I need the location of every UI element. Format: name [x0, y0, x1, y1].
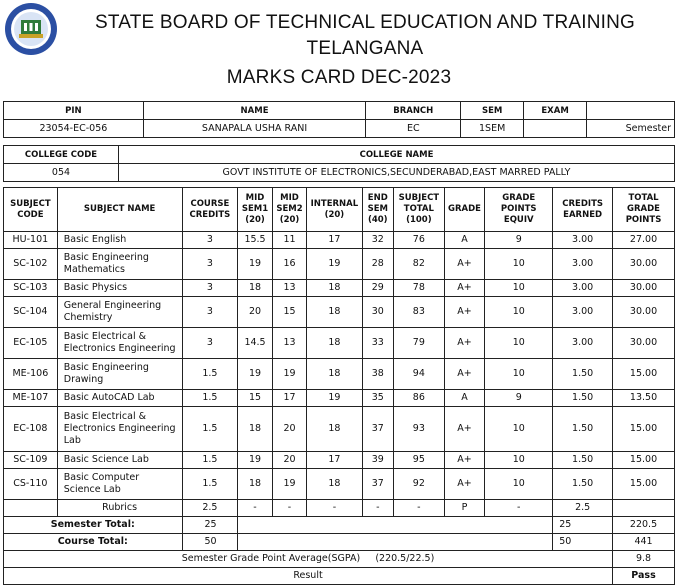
marks-cell: 10 — [485, 297, 553, 328]
subject-name: Basic Electrical & Electronics Engineering — [57, 328, 182, 359]
college-name-value: GOVT INSTITUTE OF ELECTRONICS,SECUNDERABAD,EAST MARRED PALLY — [119, 164, 675, 182]
semester-total-credits: 25 — [182, 517, 238, 534]
course-total-label: Course Total: — [4, 534, 183, 551]
marks-header-row — [4, 188, 675, 232]
marks-cell: 1.5 — [182, 407, 238, 452]
sgpa-value: 9.8 — [613, 551, 675, 568]
rubrics-grade-points — [613, 500, 675, 517]
marks-cell: 3.00 — [553, 328, 613, 359]
subject-row — [4, 297, 675, 328]
rubrics-total: - — [394, 500, 445, 517]
marks-cell: 15 — [272, 297, 306, 328]
sgpa-row — [4, 551, 675, 568]
marks-cell: 3 — [182, 232, 238, 249]
marks-cell: 15 — [238, 390, 272, 407]
marks-cell: 92 — [394, 469, 445, 500]
course-total-earned: 50 — [553, 534, 613, 551]
college-code-header: COLLEGE CODE — [4, 146, 119, 164]
semester-total-label: Semester Total: — [4, 517, 183, 534]
sem-value: 1SEM — [461, 120, 524, 138]
marks-cell: 18 — [307, 359, 362, 390]
subject-row — [4, 359, 675, 390]
subject-name: Basic AutoCAD Lab — [57, 390, 182, 407]
marks-cell: 33 — [362, 328, 393, 359]
marks-cell: 38 — [362, 359, 393, 390]
marks-cell: 10 — [485, 328, 553, 359]
sgpa-formula: (220.5/22.5) — [375, 553, 435, 564]
marks-cell: A+ — [444, 280, 485, 297]
marks-cell: 30.00 — [613, 280, 675, 297]
marks-cell: 13.50 — [613, 390, 675, 407]
marks-cell: 10 — [485, 249, 553, 280]
marks-cell: 19 — [307, 249, 362, 280]
semester-total-points: 220.5 — [613, 517, 675, 534]
marks-body — [4, 232, 675, 500]
rubrics-row — [4, 500, 675, 517]
marks-cell: 15.00 — [613, 359, 675, 390]
marks-cell: 28 — [362, 249, 393, 280]
marks-cell: 19 — [307, 390, 362, 407]
subject-row — [4, 452, 675, 469]
rubrics-mid2: - — [272, 500, 306, 517]
marks-cell: 30.00 — [613, 297, 675, 328]
marks-cell: 3.00 — [553, 249, 613, 280]
marks-cell: 20 — [272, 452, 306, 469]
marks-cell: 19 — [272, 469, 306, 500]
name-header: NAME — [143, 102, 366, 120]
marks-column-header: SUBJECT NAME — [57, 188, 182, 232]
subject-name: General Engineering Chemistry — [57, 297, 182, 328]
marks-cell: 39 — [362, 452, 393, 469]
marks-column-header: GRADE POINTS EQUIV — [485, 188, 553, 232]
marks-cell: 20 — [238, 297, 272, 328]
rubrics-earned: 2.5 — [553, 500, 613, 517]
marks-column-header: END SEM (40) — [362, 188, 393, 232]
marks-cell: 37 — [362, 469, 393, 500]
course-total-blank — [238, 534, 553, 551]
marks-cell: 18 — [307, 469, 362, 500]
exam-value — [524, 120, 587, 138]
subject-row — [4, 280, 675, 297]
marks-cell: 1.5 — [182, 390, 238, 407]
marks-cell: 83 — [394, 297, 445, 328]
marks-cell: A+ — [444, 469, 485, 500]
marks-cell: 1.5 — [182, 469, 238, 500]
pin-value: 23054-EC-056 — [4, 120, 144, 138]
subject-name: Basic Electrical & Electronics Engineering Lab — [57, 407, 182, 452]
sem-header: SEM — [461, 102, 524, 120]
college-code-value: 054 — [4, 164, 119, 182]
marks-column-header: MID SEM2 (20) — [272, 188, 306, 232]
subject-code: EC-108 — [4, 407, 58, 452]
marks-column-header: MID SEM1 (20) — [238, 188, 272, 232]
result-label: Result — [4, 568, 613, 585]
marks-card-title: MARKS CARD DEC-2023 — [226, 67, 452, 88]
marks-cell: 78 — [394, 280, 445, 297]
marks-cell: 11 — [272, 232, 306, 249]
subject-name: Basic Science Lab — [57, 452, 182, 469]
branch-header: BRANCH — [366, 102, 461, 120]
marks-cell: 94 — [394, 359, 445, 390]
marks-cell: 30.00 — [613, 249, 675, 280]
subject-code: SC-109 — [4, 452, 58, 469]
marks-cell: A — [444, 232, 485, 249]
subject-code: EC-105 — [4, 328, 58, 359]
course-total-points: 441 — [613, 534, 675, 551]
marks-cell: 37 — [362, 407, 393, 452]
marks-cell: A+ — [444, 452, 485, 469]
marks-cell: A+ — [444, 328, 485, 359]
marks-cell: 18 — [307, 328, 362, 359]
exam-type-value: Semester — [587, 120, 675, 138]
marks-cell: 1.5 — [182, 452, 238, 469]
marks-cell: 35 — [362, 390, 393, 407]
subject-code: SC-104 — [4, 297, 58, 328]
course-total-row — [4, 534, 675, 551]
marks-cell: 1.50 — [553, 407, 613, 452]
rubrics-mid1: - — [238, 500, 272, 517]
rubrics-grade: P — [444, 500, 485, 517]
subject-code: SC-102 — [4, 249, 58, 280]
marks-cell: 3 — [182, 328, 238, 359]
subject-code: ME-107 — [4, 390, 58, 407]
sgpa-label-cell — [4, 551, 613, 568]
rubrics-label: Rubrics — [57, 500, 182, 517]
marks-cell: 16 — [272, 249, 306, 280]
college-name-header: COLLEGE NAME — [119, 146, 675, 164]
marks-cell: 20 — [272, 407, 306, 452]
rubrics-end: - — [362, 500, 393, 517]
marks-cell: 18 — [307, 280, 362, 297]
marks-cell: 10 — [485, 359, 553, 390]
subject-row — [4, 469, 675, 500]
marks-cell: 95 — [394, 452, 445, 469]
marks-cell: 3 — [182, 297, 238, 328]
marks-cell: 86 — [394, 390, 445, 407]
marks-column-header: INTERNAL (20) — [307, 188, 362, 232]
marks-cell: 10 — [485, 452, 553, 469]
marks-cell: 18 — [238, 407, 272, 452]
marks-cell: 3 — [182, 280, 238, 297]
exam-header: EXAM — [524, 102, 587, 120]
semester-total-row — [4, 517, 675, 534]
marks-column-header: COURSE CREDITS — [182, 188, 238, 232]
marks-cell: A+ — [444, 249, 485, 280]
student-info-table — [3, 101, 675, 138]
marks-cell: 30.00 — [613, 328, 675, 359]
subject-row — [4, 249, 675, 280]
state-title: TELANGANA — [306, 38, 424, 59]
marks-cell: 76 — [394, 232, 445, 249]
subject-name: Basic Engineering Drawing — [57, 359, 182, 390]
marks-cell: 1.50 — [553, 469, 613, 500]
subject-row — [4, 328, 675, 359]
subject-code: ME-106 — [4, 359, 58, 390]
marks-cell: A+ — [444, 407, 485, 452]
marks-cell: 18 — [307, 407, 362, 452]
marks-cell: 15.00 — [613, 469, 675, 500]
board-title: STATE BOARD OF TECHNICAL EDUCATION AND TRAINING — [94, 12, 636, 33]
marks-cell: 82 — [394, 249, 445, 280]
subject-name: Basic Engineering Mathematics — [57, 249, 182, 280]
sgpa-label: Semester Grade Point Average(SGPA) — [181, 553, 361, 564]
marks-cell: 27.00 — [613, 232, 675, 249]
rubrics-credits: 2.5 — [182, 500, 238, 517]
semester-total-blank — [238, 517, 553, 534]
marks-column-header: CREDITS EARNED — [553, 188, 613, 232]
branch-value: EC — [366, 120, 461, 138]
result-row — [4, 568, 675, 585]
rubrics-blank — [4, 500, 58, 517]
marks-cell: 18 — [238, 469, 272, 500]
subject-code: SC-103 — [4, 280, 58, 297]
marks-cell: 3.00 — [553, 232, 613, 249]
marks-cell: 15.00 — [613, 452, 675, 469]
marks-cell: 1.50 — [553, 452, 613, 469]
marks-cell: 9 — [485, 232, 553, 249]
subject-name: Basic Computer Science Lab — [57, 469, 182, 500]
marks-cell: 14.5 — [238, 328, 272, 359]
pin-header: PIN — [4, 102, 144, 120]
marks-cell: 17 — [272, 390, 306, 407]
subject-row — [4, 407, 675, 452]
marks-cell: A+ — [444, 297, 485, 328]
blank-header — [587, 102, 675, 120]
name-value: SANAPALA USHA RANI — [143, 120, 366, 138]
marks-cell: 1.50 — [553, 359, 613, 390]
marks-cell: 19 — [238, 249, 272, 280]
college-info-table — [3, 145, 675, 182]
marks-cell: 13 — [272, 328, 306, 359]
subject-row — [4, 232, 675, 249]
marks-cell: 19 — [238, 359, 272, 390]
subject-code: HU-101 — [4, 232, 58, 249]
marks-cell: 1.5 — [182, 359, 238, 390]
marks-cell: 17 — [307, 232, 362, 249]
marks-cell: A+ — [444, 359, 485, 390]
marks-cell: 3.00 — [553, 297, 613, 328]
marks-cell: 29 — [362, 280, 393, 297]
marks-cell: 3.00 — [553, 280, 613, 297]
rubrics-points: - — [485, 500, 553, 517]
marks-cell: 30 — [362, 297, 393, 328]
marks-cell: 79 — [394, 328, 445, 359]
subject-name: Basic Physics — [57, 280, 182, 297]
marks-cell: 32 — [362, 232, 393, 249]
marks-column-header: SUBJECT CODE — [4, 188, 58, 232]
marks-cell: 10 — [485, 280, 553, 297]
marks-column-header: TOTAL GRADE POINTS — [613, 188, 675, 232]
course-total-credits: 50 — [182, 534, 238, 551]
marks-cell: 18 — [238, 280, 272, 297]
marks-cell: 19 — [238, 452, 272, 469]
result-value: Pass — [613, 568, 675, 585]
marks-cell: 3 — [182, 249, 238, 280]
marks-cell: 10 — [485, 469, 553, 500]
marks-cell: A — [444, 390, 485, 407]
semester-total-earned: 25 — [553, 517, 613, 534]
marks-cell: 9 — [485, 390, 553, 407]
marks-cell: 13 — [272, 280, 306, 297]
marks-column-header: SUBJECT TOTAL (100) — [394, 188, 445, 232]
marks-cell: 93 — [394, 407, 445, 452]
marks-cell: 1.50 — [553, 390, 613, 407]
subject-code: CS-110 — [4, 469, 58, 500]
marks-column-header: GRADE — [444, 188, 485, 232]
marks-cell: 17 — [307, 452, 362, 469]
marks-cell: 10 — [485, 407, 553, 452]
marks-cell: 18 — [307, 297, 362, 328]
board-seal-logo — [4, 2, 58, 56]
subject-name: Basic English — [57, 232, 182, 249]
marks-cell: 15.5 — [238, 232, 272, 249]
subject-row — [4, 390, 675, 407]
marks-cell: 15.00 — [613, 407, 675, 452]
marks-cell: 19 — [272, 359, 306, 390]
rubrics-internal: - — [307, 500, 362, 517]
marks-table — [3, 187, 675, 585]
